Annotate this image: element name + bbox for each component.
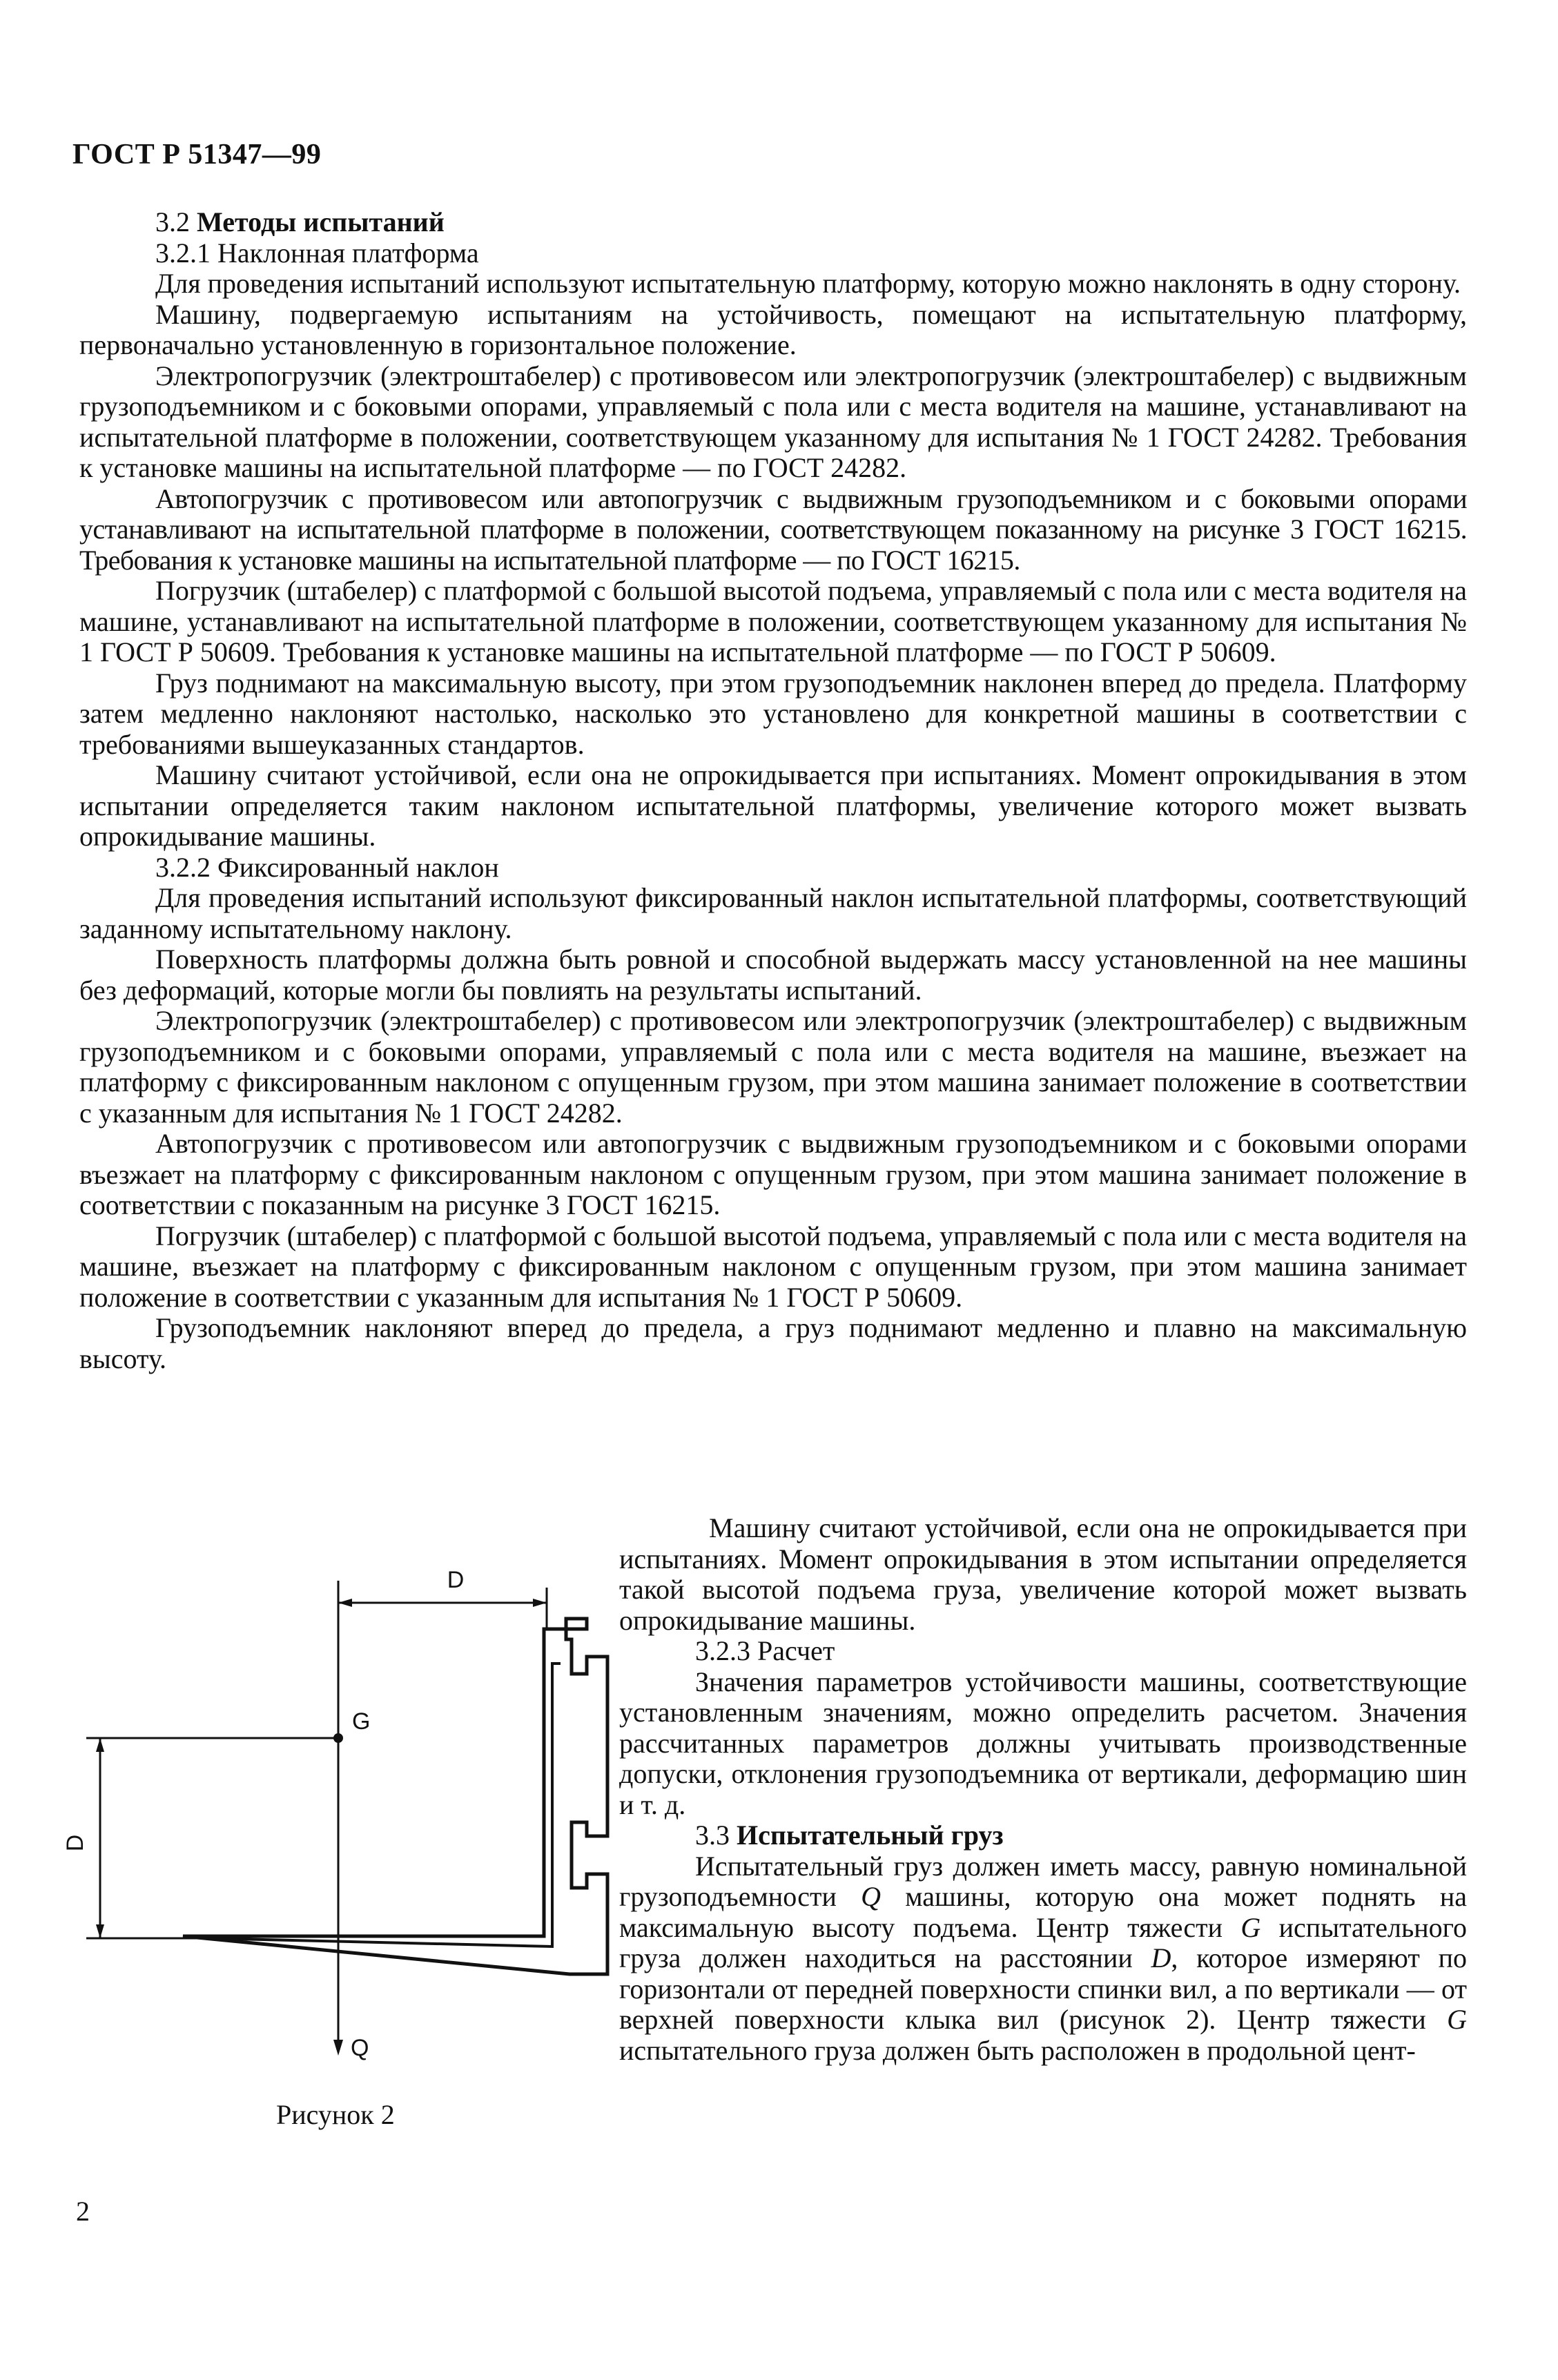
section-number: 3.2 — [155, 206, 190, 237]
paragraph: Значения параметров устойчивости машины, соответствующие установленным значениям, можно определить расчетом. Значения рассчитанных параметров должны учитывать производственные допуски, отклонения грузоподъемника от вертикали, деформацию шин и т. д. — [619, 1666, 1467, 1820]
right-column-text — [619, 1513, 1467, 2066]
label-q: Q — [351, 2035, 369, 2061]
section-title: Испытательный груз — [737, 1820, 1004, 1851]
paragraph: Погрузчик (штабелер) с платформой с большой высотой подъема, управляемый с пола или с места водителя на машине, въезжает на платформу с фиксированным наклоном с опущенным грузом, при этом машина занимает положение в соответствии с указанным для испытания № 1 ГОСТ Р 50609. — [79, 1220, 1467, 1313]
main-text — [79, 207, 1467, 1374]
arrowhead — [96, 1924, 104, 1938]
paragraph — [619, 1851, 1467, 2067]
arrowhead — [533, 1599, 547, 1607]
paragraph: Для проведения испытаний используют испытательную платформу, которую можно наклонять в одну сторону. — [155, 268, 1461, 299]
text-run: испытательного груза должен быть расположен в продольной цент- — [619, 2034, 1416, 2066]
fork-outline — [183, 1619, 607, 1974]
figure-caption: Рисунок 2 — [276, 2099, 395, 2130]
paragraph: Машину считают устойчивой, если она не опрокидывается при испытаниях. Момент опрокидывания в этом испытании определяется такой высотой подъема груза, увеличение которой может вызвать опрокидывание машины. — [619, 1512, 1467, 1636]
paragraph: Для проведения испытаний используют фиксированный наклон испытательной платформы, соответствующий заданному испытательному наклону. — [79, 882, 1467, 944]
arrow-q — [333, 2040, 343, 2056]
symbol-q: Q — [861, 1881, 881, 1912]
symbol-g: G — [1447, 2004, 1467, 2035]
label-d-top: D — [447, 1567, 465, 1593]
section-number: 3.3 — [695, 1820, 730, 1851]
section-3-3-heading — [619, 1820, 1467, 1851]
paragraph: Машину считают устойчивой, если она не опрокидывается при испытаниях. Момент опрокидывания в этом испытании определяется таким наклоном испытательной платформы, увеличение которого может вызвать опрокидывание машины. — [79, 759, 1467, 852]
section-3-2-3-heading: 3.2.3 Расчет — [695, 1635, 835, 1666]
figure-2-diagram — [62, 1560, 635, 2071]
arrowhead — [338, 1599, 352, 1607]
document-header: ГОСТ Р 51347—99 — [72, 139, 322, 170]
text-run: Испытательный груз должен иметь массу, равную номинальной грузоподъемности — [619, 1850, 1467, 1912]
section-3-2-1-heading: 3.2.1 Наклонная платформа — [155, 237, 479, 269]
paragraph: Электропогрузчик (электроштабелер) с противовесом или электропогрузчик (электроштабелер) с выдвижным грузоподъемником и с боковыми опорами, управляемый с пола или с места водителя на машине, въезжает на платформу с фиксированным наклоном с опущенным грузом, при этом машина занимает положение в соответствии с указанным для испытания № 1 ГОСТ 24282. — [79, 1005, 1467, 1129]
paragraph: Автопогрузчик с противовесом или автопогрузчик с выдвижным грузоподъемником и с боковыми опорами устанавливают на испытательной платформе в положении, соответствующем показанному на рисунке 3 ГОСТ 16215. Требования к установке машины на испытательной платформе — по ГОСТ 16215. — [79, 482, 1467, 576]
text-run: , которое измеряют по горизонтали от передней поверхности спинки вил, а по вертикали — от верхней поверхности клыка вил (рисунок 2). Центр тяжести — [619, 1942, 1467, 2035]
fork-inner-line — [206, 1664, 561, 1947]
paragraph: Автопогрузчик с противовесом или автопогрузчик с выдвижным грузоподъемником и с боковыми опорами въезжает на платформу с фиксированным наклоном с опущенным грузом, при этом машина занимает положение в соответствии с показанным на рисунке 3 ГОСТ 16215. — [79, 1128, 1467, 1220]
paragraph: Электропогрузчик (электроштабелер) с противовесом или электропогрузчик (электроштабелер) с выдвижным грузоподъемником и с боковыми опорами, управляемый с пола или с места водителя на машине, устанавливают на испытательной платформе в положении, соответствующем указанному для испытания № 1 ГОСТ 24282. Требования к установке машины на испытательной платформе — по ГОСТ 24282. — [79, 360, 1467, 483]
paragraph: Поверхность платформы должна быть ровной и способной выдержать массу установленной на нее машины без деформаций, которые могли бы повлиять на результаты испытаний. — [79, 944, 1467, 1006]
section-title: Методы испытаний — [197, 206, 445, 237]
arrowhead — [96, 1738, 104, 1752]
paragraph: Грузоподъемник наклоняют вперед до предела, а груз поднимают медленно и плавно на максимальную высоту. — [79, 1312, 1467, 1374]
section-3-2-heading — [79, 207, 1467, 238]
page-number: 2 — [76, 2196, 90, 2227]
paragraph: Погрузчик (штабелер) с платформой с большой высотой подъема, управляемый с пола или с места водителя на машине, устанавливают на испытательной платформе в положении, соответствующем указанному для испытания № 1 ГОСТ Р 50609. Требования к установке машины на испытательной платформе — по ГОСТ Р 50609. — [79, 575, 1467, 667]
symbol-g: G — [1240, 1911, 1261, 1943]
section-3-2-2-heading: 3.2.2 Фиксированный наклон — [155, 851, 499, 883]
text-run: испытательного груза должен находиться на расстоянии — [619, 1911, 1468, 1973]
label-g: G — [352, 1708, 371, 1735]
symbol-d: D — [1151, 1942, 1171, 1973]
paragraph: Машину, подвергаемую испытаниям на устойчивость, помещают на испытательную платформу, первоначально установленную в горизонтальное положение. — [79, 298, 1467, 360]
text-run: машины, которую она может поднять на максимальную высоту подъема. Центр тяжести — [619, 1881, 1468, 1943]
label-d-left: D — [62, 1834, 88, 1852]
paragraph: Груз поднимают на максимальную высоту, при этом грузоподъемник наклонен вперед до предела. Платформу затем медленно наклоняют настолько, насколько это установлено для конкретной машины в соответствии с требованиями вышеуказанных стандартов. — [79, 667, 1467, 760]
